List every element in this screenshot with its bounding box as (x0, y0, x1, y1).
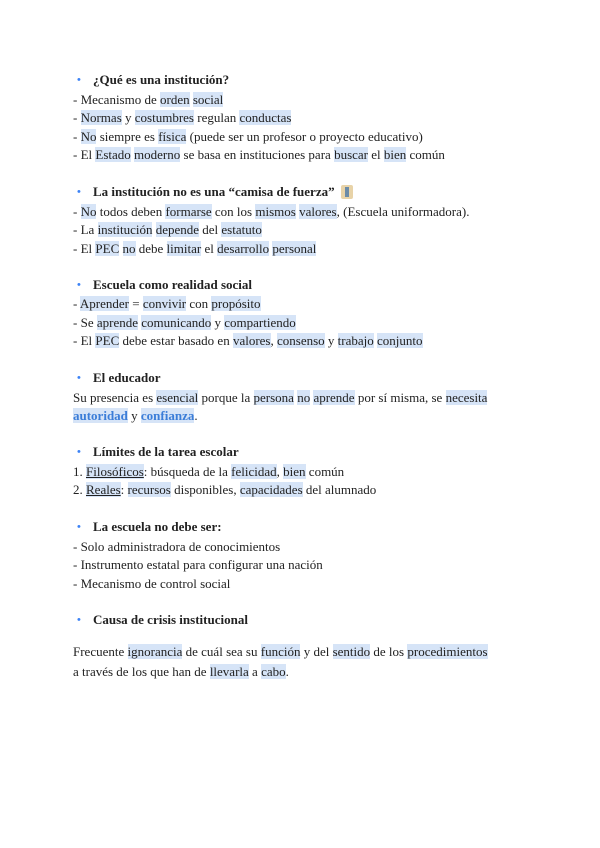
text-line: Frecuente ignorancia de cuál sea su función y del sentido de los procedimientos (73, 644, 488, 659)
text-line: a través de los que han de llevarla a cabo. (73, 664, 289, 679)
text-line: Su presencia es esencial porque la persona no aprende por sí misma, se necesita (73, 390, 488, 405)
bullet-icon: • (77, 372, 81, 384)
text-line: - La institución depende del estatuto (73, 222, 262, 237)
text-line: 1. Filosóficos: búsqueda de la felicidad, bien común (73, 464, 345, 479)
bullet-icon: • (77, 74, 81, 86)
text-line: - El PEC debe estar basado en valores, consenso y trabajo conjunto (73, 333, 423, 348)
section-heading (73, 184, 353, 200)
bullet-icon: • (77, 279, 81, 291)
section-heading (73, 519, 222, 535)
bullet-icon: • (77, 186, 81, 198)
bullet-icon: • (77, 614, 81, 626)
text-line: - Normas y costumbres regulan conductas (73, 110, 292, 125)
necktie-icon (341, 185, 353, 199)
section-heading (73, 370, 161, 386)
section-heading (73, 444, 239, 460)
text-line: - Aprender = convivir con propósito (73, 296, 261, 311)
section-heading (73, 612, 248, 628)
text-line: - Instrumento estatal para configurar una nación (73, 557, 323, 572)
heading-text: La escuela no debe ser: (93, 519, 222, 534)
text-line: - Mecanismo de orden social (73, 92, 224, 107)
text-line: 2. Reales: recursos disponibles, capacidades del alumnado (73, 482, 377, 497)
text-line: - No siempre es física (puede ser un profesor o proyecto educativo) (73, 129, 423, 144)
text-line: - No todos deben formarse con los mismos valores, (Escuela uniformadora). (73, 204, 470, 219)
bullet-icon: • (77, 521, 81, 533)
bullet-icon: • (77, 446, 81, 458)
section-heading (73, 277, 252, 293)
heading-text: Escuela como realidad social (93, 277, 253, 292)
section-heading (73, 72, 229, 88)
text-line: - El PEC no debe limitar el desarrollo personal (73, 241, 317, 256)
heading-text: Causa de crisis institucional (93, 612, 248, 627)
text-line: - El Estado moderno se basa en instituciones para buscar el bien común (73, 147, 445, 162)
text-line: autoridad y confianza. (73, 408, 198, 423)
heading-text: ¿Qué es una institución? (93, 72, 230, 87)
text-line: - Mecanismo de control social (73, 576, 231, 591)
heading-text: La institución no es una “camisa de fuerza” (93, 184, 335, 199)
text-line: - Se aprende comunicando y compartiendo (73, 315, 296, 330)
text-line: - Solo administradora de conocimientos (73, 539, 281, 554)
heading-text: El educador (93, 370, 161, 385)
heading-text: Límites de la tarea escolar (93, 444, 239, 459)
